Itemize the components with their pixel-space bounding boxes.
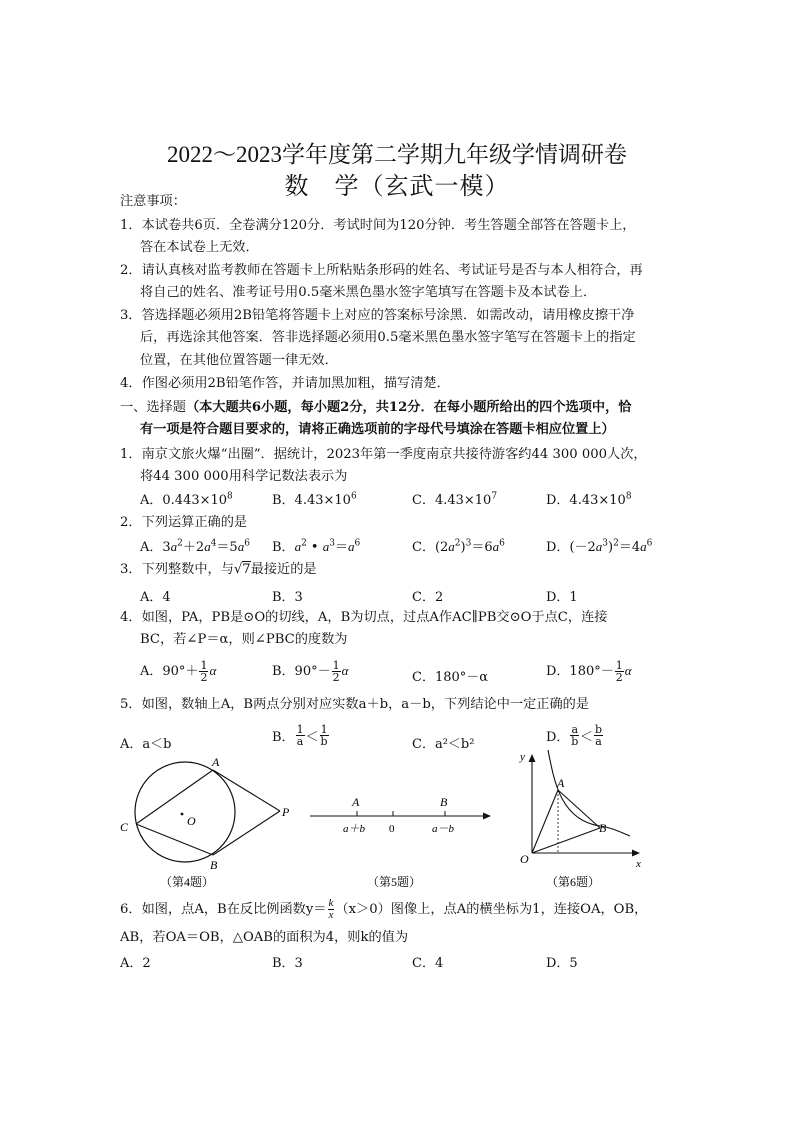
fig6-label-y: y [520, 751, 525, 763]
less-than: ＜ [580, 730, 594, 745]
numerator: 1 [200, 659, 208, 672]
center-point [181, 813, 184, 816]
denominator: 2 [332, 671, 340, 684]
q2-option-a[interactable]: A．$3a^2+2a^4=5a^6$ [140, 538, 250, 555]
figure-4 [110, 752, 295, 892]
q2-option-b[interactable]: B．$a^2$ • $a^3=a^6$ [272, 538, 361, 555]
denominator: b [320, 735, 328, 748]
q2-option-a-label: A． [140, 540, 163, 555]
denominator: 2 [200, 671, 208, 684]
exam-subtitle: 数 学（玄武一模） [284, 174, 510, 200]
exam-title: 2022～2023学年度第二学期九年级学情调研卷 [167, 142, 627, 167]
numerator: k [328, 897, 334, 909]
q1-stem-line-2: 将44 300 000用科学记数法表示为 [140, 469, 348, 484]
q3-option-b[interactable]: B．3 [272, 590, 303, 605]
q4-option-a-text: A．90°＋ [140, 664, 199, 679]
q4-option-b[interactable] [272, 660, 348, 683]
fig6-label-b: B [599, 821, 607, 835]
section-prefix: 一、选择题 [120, 400, 186, 415]
q2-stem: 2．下列运算正确的是 [120, 515, 248, 530]
q5-option-b-label: B． [272, 730, 295, 745]
section-instructions-a: （本大题共6小题，每小题2分，共12分．在每小题所给出的四个选项中，恰 [185, 400, 632, 415]
less-than: ＜ [305, 730, 319, 745]
numerator: 1 [332, 659, 340, 672]
section-instructions-b: 有一项是符合题目要求的，请将正确选项前的字母代号填涂在答题卡相应位置上） [140, 422, 615, 437]
x-arrow-icon [632, 850, 640, 857]
fig6-label-a: A [557, 776, 565, 790]
segment-ob [532, 828, 600, 853]
numerator: 1 [320, 723, 328, 736]
note-3-line-1: 3．答选择题必须用2B铅笔将答题卡上对应的答案标号涂黑．如需改动，请用橡皮擦干净 [120, 308, 635, 323]
denominator: x [328, 909, 334, 921]
q4-option-b-fraction [332, 660, 341, 683]
fig5-label-zero: 0 [389, 823, 395, 835]
fig6-caption: （第6题） [546, 875, 601, 889]
alpha: α [209, 663, 217, 678]
q1-stem-line-1: 1．南京文旅火爆“出圈”．据统计，2023年第一季度南京共接待游客约44 300 000人次， [120, 447, 647, 462]
q4-option-a-fraction [199, 660, 208, 683]
fig4-label-a: A [212, 755, 220, 769]
note-4: 4．作图必须用2B铅笔作答，并请加黑加粗，描写清楚． [120, 376, 450, 391]
denominator: a [296, 735, 304, 748]
q6-option-d[interactable]: D．5 [546, 956, 578, 971]
fig4-label-o: O [187, 814, 196, 828]
q6-option-a[interactable]: A．2 [120, 956, 151, 971]
note-1-line-1: 1．本试卷共6页．全卷满分120分．考试时间为120分钟．考生答题全部答在答题卡上， [120, 218, 636, 233]
figure-5 [305, 790, 495, 892]
q1-option-d-text: D．4.43×10 [546, 493, 626, 508]
q5-option-c[interactable]: C．a²＜b² [412, 737, 475, 752]
q3-option-d[interactable]: D．1 [546, 590, 578, 605]
q6-option-b[interactable]: B．3 [272, 956, 303, 971]
q2-option-d[interactable]: D．$(-2a^3)^2=4a^6$ [546, 538, 653, 555]
denominator: b [571, 735, 579, 748]
hyperbola-curve [548, 750, 630, 836]
note-2-line-2: 将自己的姓名、准考证号用0.5毫米黑色墨水签字笔填写在答题卡及本试卷上． [140, 285, 597, 300]
figure-6 [508, 740, 668, 892]
q1-option-c-text: C．4.43×10 [412, 493, 492, 508]
q2-option-c-label: C． [412, 540, 435, 555]
fig4-label-c: C [120, 820, 129, 834]
q5-frac-1a [296, 724, 305, 747]
q6-stem-line-2: AB，若OA＝OB，△OAB的面积为4，则k的值为 [120, 930, 409, 945]
fig5-caption: （第5题） [367, 875, 422, 889]
q6-stem-line-1 [120, 898, 647, 921]
q1-option-a-exp: 8 [227, 491, 233, 502]
section-heading-line-1 [120, 397, 631, 418]
q1-option-d[interactable] [546, 489, 632, 508]
q4-option-d[interactable] [546, 660, 632, 683]
q1-option-c[interactable] [412, 489, 497, 508]
q6-option-c[interactable]: C．4 [412, 956, 444, 971]
q2-option-c[interactable]: C．$(2a^2)^3=6a^6$ [412, 538, 505, 555]
q5-option-d-label: D． [546, 730, 570, 745]
numerator: 1 [615, 659, 623, 672]
q1-option-b[interactable] [272, 489, 357, 508]
q1-option-c-exp: 7 [491, 491, 498, 502]
fig4-caption: （第4题） [160, 875, 215, 889]
q4-option-c[interactable]: C．180°－α [412, 670, 489, 685]
q5-option-b[interactable] [272, 724, 330, 747]
q1-option-b-exp: 6 [350, 491, 357, 502]
segment-oa [532, 790, 558, 853]
circle-o [135, 762, 235, 862]
q3-stem [120, 559, 317, 580]
numerator: b [595, 723, 603, 736]
sqrt-symbol: √ [233, 562, 243, 577]
fig5-label-a: A [352, 795, 360, 809]
q3-stem-pre: 3．下列整数中，与 [120, 562, 234, 577]
q3-stem-post: 最接近的是 [250, 562, 317, 577]
denominator: 2 [615, 671, 623, 684]
note-3-line-3: 位置，在其他位置答题一律无效． [140, 353, 338, 368]
fig5-label-a-minus-b: a－b [432, 823, 454, 835]
q2-option-b-label: B． [272, 540, 295, 555]
fig6-label-o: O [520, 852, 529, 866]
alpha: α [624, 663, 632, 678]
note-2-line-1: 2．请认真核对监考教师在答题卡上所粘贴条形码的姓名、考试证号是否与本人相符合，再 [120, 263, 643, 278]
q2-option-d-label: D． [546, 540, 570, 555]
q4-option-b-text: B．90°－ [272, 664, 331, 679]
q3-radicand: 7 [242, 562, 251, 577]
fig5-label-a-plus-b: a＋b [343, 823, 365, 835]
y-arrow-icon [529, 754, 536, 762]
tangent-pa [213, 770, 280, 811]
tangent-pb [213, 811, 280, 855]
note-1-line-2: 答在本试卷上无效． [140, 240, 259, 255]
q3-option-c[interactable]: C．2 [412, 590, 444, 605]
alpha: α [341, 663, 349, 678]
numerator: a [571, 723, 578, 736]
q4-option-d-fraction [615, 660, 624, 683]
q3-option-a[interactable]: A．4 [140, 590, 171, 605]
q6-fraction-k-over-x [328, 898, 335, 921]
denominator: a [595, 735, 602, 748]
segment-ab [558, 790, 600, 828]
q1-option-d-exp: 8 [625, 491, 632, 502]
q4-stem-line-1: 4．如图，PA，PB是⊙O的切线，A，B为切点，过点A作AC∥PB交⊙O于点C，连接 [120, 610, 608, 625]
q4-stem-line-2: BC，若∠P＝α，则∠PBC的度数为 [140, 632, 348, 647]
q5-stem: 5．如图，数轴上A，B两点分别对应实数a＋b，a－b，下列结论中一定正确的是 [120, 697, 590, 712]
arrow-right-icon [483, 813, 491, 820]
q1-option-a[interactable] [140, 489, 233, 508]
q5-option-a[interactable]: A．a＜b [120, 737, 172, 752]
note-3-line-2: 后，再选涂其他答案．答非选择题必须用0.5毫米黑色墨水签字笔写在答题卡上的指定 [140, 330, 636, 345]
notes-heading: 注意事项： [120, 194, 186, 209]
q1-option-b-text: B．4.43×10 [272, 493, 351, 508]
fig5-label-b: B [440, 795, 448, 809]
fig6-label-x: x [636, 858, 641, 870]
q6-stem-pre: 6．如图，点A，B在反比例函数y＝ [120, 902, 327, 917]
q4-option-a[interactable] [140, 660, 216, 683]
chord-bc [136, 824, 213, 855]
fig4-label-p: P [282, 805, 290, 819]
q6-stem-post: （x＞0）图像上，点A的横坐标为1，连接OA，OB， [335, 902, 648, 917]
numerator: 1 [296, 723, 304, 736]
q1-option-a-text: A．0.443×10 [140, 493, 228, 508]
fig4-label-b: B [210, 858, 218, 872]
q4-option-d-text: D．180°－ [546, 664, 614, 679]
q5-frac-1b [320, 724, 329, 747]
